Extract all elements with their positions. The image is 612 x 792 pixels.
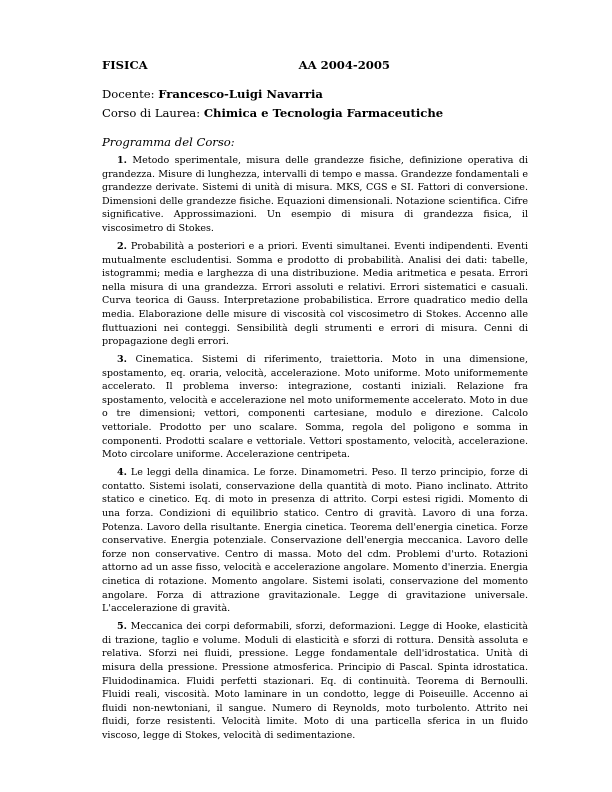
subject-title: FISICA [102,58,148,72]
course-line [102,105,528,121]
section-text: Meccanica dei corpi deformabili, sforzi, deformazioni. Legge di Hooke, elasticità di trazione, taglio e volume. Moduli di elasticità e sforzi di rottura. Densità assoluta e relativa. Sforzi nei fluidi, pressione. Legge fondamentale dell'idrostatica. Unità di misura della pressione. Pressione atmosferica. Principio di Pascal. Spinta idrostatica. Fluidodinamica. Fluidi perfetti stazionari. Eq. di continuità. Teorema di Bernoulli. Fluidi reali, viscosità. Moto laminare in un condotto, legge di Poiseuille. Accenno ai fluidi non-newtoniani, il sangue. Numero di Reynolds, moto turbolento. Attrito nei fluidi, forze resistenti. Velocità limite. Moto di una particella sferica in un fluido viscoso, legge di Stokes, velocità di sedimentazione. [102,621,528,741]
header [102,58,528,74]
academic-year: AA 2004-2005 [298,58,390,72]
document-page [102,58,528,747]
section-number: 1. [117,155,127,166]
program-title: Programma del Corso: [102,135,235,149]
teacher-line [102,86,528,102]
section-text: Le leggi della dinamica. Le forze. Dinamometri. Peso. Il terzo principio, forze di contatto. Sistemi isolati, conservazione della quantità di moto. Piano inclinato. Attrito statico e cinetico. Eq. di moto in presenza di attrito. Corpi estesi rigidi. Momento di una forza. Condizioni di equilibrio statico. Centro di gravità. Lavoro di una forza. Potenza. Lavoro della risultante. Energia cinetica. Teorema dell'energia cinetica. Forze conservative. Energia potenziale. Conservazione dell'energia meccanica. Lavoro delle forze non conservative. Centro di massa. Moto del cdm. Problemi d'urto. Rotazioni attorno ad un asse fisso, velocità e accelerazione angolare. Momento d'inerzia. Energia cinetica di rotazione. Momento angolare. Sistemi isolati, conservazione del momento angolare. Forza di attrazione gravitazionale. Legge di gravitazione universale. L'accelerazione di gravità. [102,467,528,615]
course-label: Corso di Laurea: [102,106,204,120]
section-text: Cinematica. Sistemi di riferimento, traiettoria. Moto in una dimensione, spostamento, eq. oraria, velocità, accelerazione. Moto uniforme. Moto uniformemente accelerato. Il problema inverso: integrazione, costanti iniziali. Relazione fra spostamento, velocità e accelerazione nel moto uniformemente accelerato. Moto in due o tre dimensioni; vettori, componenti cartesiane, modulo e direzione. Calcolo vettoriale. Prodotto per uno scalare. Somma, regola del poligono e somma in componenti. Prodotti scalare e vettoriale. Vettori spostamento, velocità, accelerazione. Moto circolare uniforme. Accelerazione centripeta. [102,354,528,461]
section-number: 3. [117,354,127,366]
section-3 [102,353,528,462]
section-text: Probabilità a posteriori e a priori. Eventi simultanei. Eventi indipendenti. Eventi mutualmente escludentisi. Somma e prodotto di probabilità. Analisi dei dati: tabelle, istogrammi; media e larghezza di una distribuzione. Media aritmetica e pesata. Errori nella misura di una grandezza. Errori assoluti e relativi. Errori sistematici e casuali. Curva teorica di Gauss. Interpretazione probabilistica. Errore quadratico medio della media. Elaborazione delle misure di viscosità col viscosimetro di Stokes. Accenno alle fluttuazioni nei conteggi. Sensibilità degli strumenti e errori di misura. Cenni di propagazione degli errori. [102,240,528,348]
teacher-label: Docente: [102,87,159,101]
section-2 [102,240,528,349]
section-4 [102,466,528,616]
teacher-name: Francesco-Luigi Navarria [158,87,323,101]
section-number: 5. [117,621,127,633]
section-number: 2. [117,240,127,252]
course-name: Chimica e Tecnologia Farmaceutiche [203,106,444,120]
section-1 [102,154,528,236]
section-number: 4. [117,467,127,479]
section-text: Metodo sperimentale, misura delle grandezze fisiche, definizione operativa di grandezza. Misure di lunghezza, intervalli di tempo e massa. Grandezze fondamentali e grandezze derivate. Sistemi di unità di misura. MKS, CGS e SI. Fattori di conversione. Dimensioni delle grandezze fisiche. Equazioni dimensionali. Notazione scientifica. Cifre significative. Approssimazioni. Un esempio di misura di grandezza fisica, il viscosimetro di Stokes. [102,155,528,234]
section-5 [102,620,528,742]
